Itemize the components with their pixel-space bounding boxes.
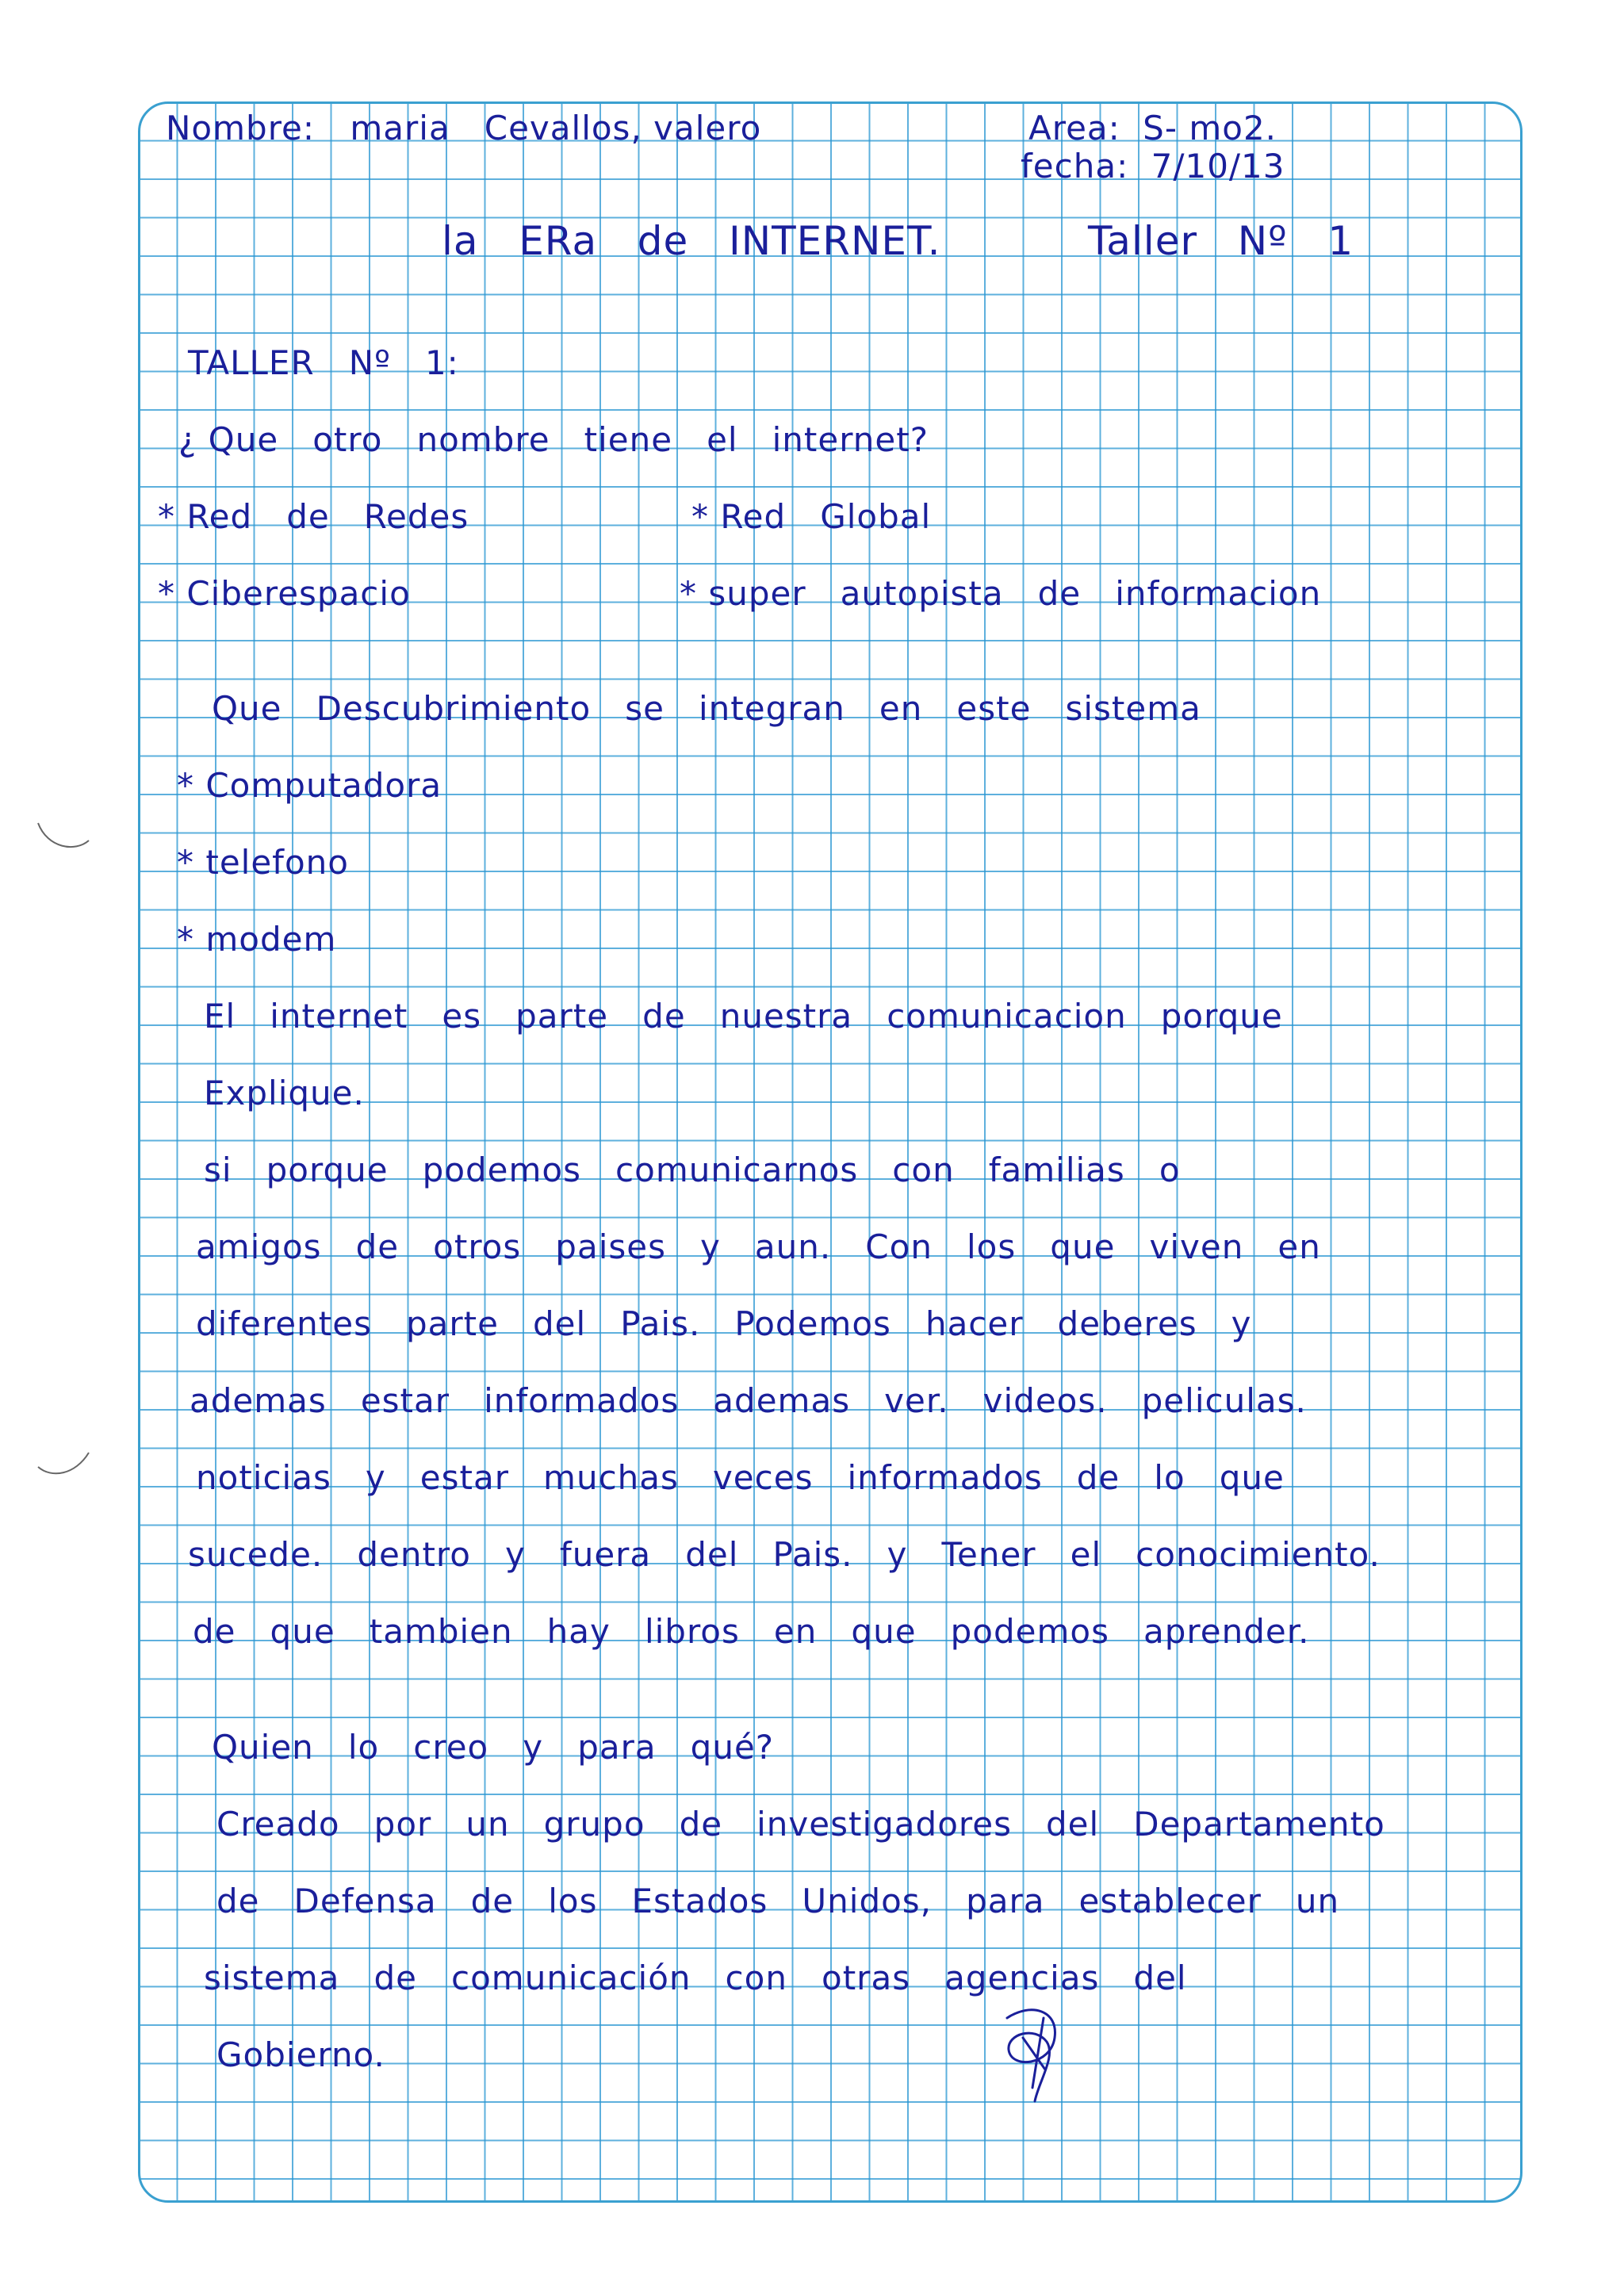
section2-question: Que Descubrimiento se integran en este sistema [212, 689, 1201, 728]
section3-answer-line-6: sucede. dentro y fuera del Pais. y Tener el conocimiento. [188, 1535, 1381, 1574]
section3-answer-line-4: ademas estar informados ademas ver. videos. peliculas. [190, 1381, 1307, 1420]
taller-number [1088, 218, 1354, 264]
notebook-page [138, 101, 1522, 2203]
section3-answer-line-1: si porque podemos comunicarnos con familias o [204, 1151, 1181, 1189]
date-label: fecha: [1021, 147, 1129, 186]
name-label: Nombre: [166, 109, 316, 147]
section3-answer-line-2: amigos de otros paises y aun. Con los que viven en [196, 1227, 1321, 1266]
section1-question: ¿ Que otro nombre tiene el internet? [178, 420, 929, 459]
section4-question: Quien lo creo y para qué? [212, 1728, 775, 1767]
section2-item-2: * telefono [177, 843, 349, 882]
section3-answer-line-3: diferentes parte del Pais. Podemos hacer deberes y [196, 1304, 1252, 1343]
area-line [1028, 109, 1277, 147]
area-value: S- mo2. [1143, 109, 1277, 147]
section3-answer-line-7: de que tambien hay libros en que podemos aprender. [193, 1612, 1310, 1651]
taller-text: Taller Nº 1 [1088, 218, 1354, 264]
section3-question-line-2: Explique. [204, 1074, 365, 1112]
section1-answer-2: * Red Global [691, 497, 932, 536]
section1-answer-3: * Ciberespacio [158, 574, 411, 613]
section2-item-3: * modem [177, 920, 337, 959]
section3-question-line-1: El internet es parte de nuestra comunicacion porque [204, 997, 1283, 1036]
date-value: 7/10/13 [1151, 147, 1285, 186]
signature-scribble [991, 1994, 1078, 2105]
section4-answer-line-1: Creado por un grupo de investigadores del Departamento [216, 1805, 1385, 1844]
name-line [166, 109, 762, 147]
section4-answer-line-4: Gobierno. [216, 2035, 385, 2074]
area-label: Area: [1028, 109, 1120, 147]
title-text: la ERa de INTERNET. [442, 218, 941, 264]
section1-answer-1: * Red de Redes [158, 497, 469, 536]
hole-mark-bottom [32, 1443, 95, 1483]
name-value: maria Cevallos, valero [350, 109, 762, 147]
section1-answer-4: * super autopista de informacion [680, 574, 1322, 613]
section1-heading: TALLER Nº 1: [188, 343, 459, 382]
section2-item-1: * Computadora [177, 766, 442, 805]
hole-mark-top [32, 817, 95, 856]
section4-answer-line-2: de Defensa de los Estados Unidos, para establecer un [216, 1882, 1340, 1920]
page-title [442, 218, 941, 264]
section4-answer-line-3: sistema de comunicación con otras agencias del [204, 1958, 1187, 1997]
date-line [1021, 147, 1285, 186]
section3-answer-line-5: noticias y estar muchas veces informados de lo que [196, 1458, 1285, 1497]
